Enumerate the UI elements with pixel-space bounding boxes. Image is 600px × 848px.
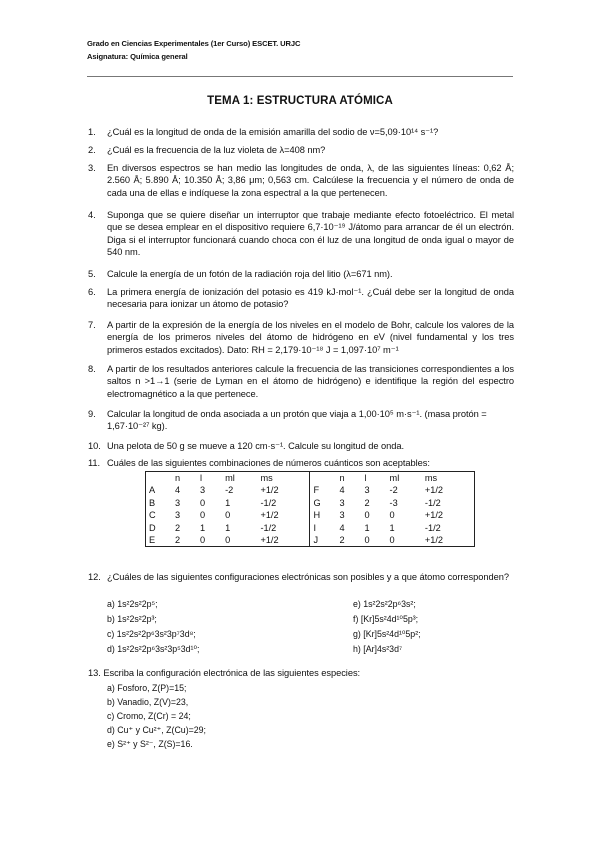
table-cell: D	[149, 522, 156, 533]
table-cell: -2	[389, 485, 398, 496]
table-cell: +1/2	[424, 485, 444, 496]
question-number: 13.	[88, 668, 101, 678]
table-cell: 3	[175, 510, 181, 521]
table-cell: 4	[339, 522, 345, 533]
header-subject: Asignatura: Química general	[87, 52, 188, 61]
question-number: 4.	[88, 210, 96, 220]
table-cell: 1	[200, 522, 206, 533]
question-number: 6.	[88, 287, 96, 297]
table-cell: 2	[175, 522, 181, 533]
question-number: 1.	[88, 127, 96, 137]
col-header: l	[200, 473, 203, 483]
col-header: ms	[424, 473, 438, 483]
quantum-numbers-table	[145, 471, 475, 547]
table-cell: 4	[175, 485, 181, 496]
table-cell: 1	[225, 497, 231, 508]
question-8	[88, 363, 514, 400]
table-row	[146, 534, 475, 547]
option-g: g) [Kr]5s²4d¹⁰5p²;	[353, 629, 421, 639]
option-f: f) [Kr]5s²4d¹⁰5p³;	[353, 614, 419, 624]
table-cell: G	[310, 497, 334, 509]
option-b: b) 1s²2s²2p³;	[107, 614, 157, 624]
table-cell: 0	[225, 510, 231, 521]
col-header: n	[339, 473, 345, 483]
question-text: A partir de la expresión de la energía de los niveles en el modelo de Bohr, calcule los valores de la energía de los primeros niveles del átomo de hidrógeno en eV (nivel fundamental y los tres primeros estados excitados). Dato: RH = 2,179·10⁻¹⁸ J = 1,097·10⁷ m⁻¹	[107, 320, 514, 355]
table-cell: +1/2	[260, 510, 279, 521]
table-cell: 2	[364, 497, 370, 508]
table-cell: 0	[389, 535, 395, 546]
page-title: TEMA 1: ESTRUCTURA ATÓMICA	[207, 95, 393, 107]
question-number: 10.	[88, 441, 101, 451]
table-cell: 3	[339, 497, 345, 508]
option-a: a) 1s²2s²2p⁵;	[107, 599, 158, 609]
list-item: d) Cu⁺ y Cu²⁺, Z(Cu)=29;	[107, 725, 206, 735]
table-row	[146, 509, 475, 521]
table-cell: 3	[175, 497, 181, 508]
question-10	[88, 440, 514, 452]
table-cell: 4	[339, 485, 345, 496]
option-d: d) 1s²2s²2p⁶3s²3p⁵3d¹⁰;	[107, 644, 200, 654]
question-4	[88, 209, 514, 258]
table-cell: 3	[200, 485, 206, 496]
question-text: Suponga que se quiere diseñar un interruptor que trabaje mediante efecto fotoeléctrico. El metal que se desea emplear en el dispositivo requiere 6,7·10⁻¹⁹ J/átomo para arrancar de él un electrón. Diga si el interruptor funcionará cuando choca con él luz de una longitud de onda igual o mayor de 540 nm.	[107, 210, 514, 257]
col-header: l	[364, 473, 367, 483]
table-cell: +1/2	[260, 535, 279, 546]
table-cell: 1	[364, 522, 370, 533]
question-number: 7.	[88, 320, 96, 330]
list-item: b) Vanadio, Z(V)=23,	[107, 697, 189, 707]
list-item: c) Cromo, Z(Cr) = 24;	[107, 711, 191, 721]
question-text: Cuáles de las siguientes combinaciones de números cuánticos son aceptables:	[107, 458, 430, 468]
col-header: ml	[389, 473, 400, 483]
question-12	[88, 571, 514, 583]
list-item: a) Fosforo, Z(P)=15;	[107, 683, 187, 693]
table-cell: 0	[364, 535, 370, 546]
table-cell: F	[310, 484, 334, 496]
list-item: e) S²⁺ y S²⁻, Z(S)=16.	[107, 739, 193, 749]
table-cell: 2	[175, 535, 181, 546]
table-cell: -1/2	[260, 522, 277, 533]
table-cell: 1	[389, 522, 395, 533]
table-cell: +1/2	[424, 510, 444, 521]
table-cell: 0	[200, 510, 206, 521]
table-cell: -3	[389, 497, 398, 508]
question-11	[88, 457, 514, 469]
table-cell: -1/2	[424, 522, 441, 533]
table-cell: I	[310, 522, 334, 534]
option-c: c) 1s²2s²2p⁶3s²3p⁷3d⁸;	[107, 629, 196, 639]
table-cell: 1	[225, 522, 231, 533]
question-text: Calcular la longitud de onda asociada a un protón que viaja a 1,00·10⁵ m·s⁻¹. (masa protón = 1,67·10⁻²⁷ kg).	[107, 409, 487, 432]
question-number: 8.	[88, 364, 96, 374]
question-6	[88, 286, 514, 311]
table-cell: E	[149, 535, 156, 546]
table-cell: 0	[389, 510, 395, 521]
option-e: e) 1s²2s²2p⁶3s²;	[353, 599, 416, 609]
col-header: ms	[260, 473, 273, 483]
question-number: 12.	[88, 572, 101, 582]
header-course: Grado en Ciencias Experimentales (1er Curso) ESCET. URJC	[87, 39, 301, 48]
table-cell: +1/2	[424, 535, 444, 546]
table-cell: J	[310, 534, 334, 547]
question-text: En diversos espectros se han medio las longitudes de onda, λ, de las siguientes líneas: 0,62 Å; 2.560 Å; 5.890 Å; 10.350 Å; 3,86 μm; 0,563 cm. Calcúlese la frecuencia y el número de onda de cada una de ellas e indíquese la zona espectral a la que pertenecen.	[107, 163, 514, 198]
table-cell: 0	[200, 497, 206, 508]
table-row	[146, 522, 475, 534]
question-text: Calcule la energía de un fotón de la radiación roja del litio (λ=671 nm).	[107, 269, 393, 279]
question-5	[88, 268, 514, 280]
question-9	[88, 408, 514, 433]
question-text: Una pelota de 50 g se mueve a 120 cm·s⁻¹. Calcule su longitud de onda.	[107, 441, 405, 451]
question-13	[88, 667, 514, 679]
table-cell: H	[310, 509, 334, 521]
header-divider	[87, 76, 513, 77]
question-2	[88, 144, 514, 156]
table-cell: 3	[339, 510, 345, 521]
table-cell: 0	[364, 510, 370, 521]
table-cell: A	[149, 485, 156, 496]
col-header: ml	[225, 473, 235, 483]
question-1	[88, 126, 514, 138]
question-text: ¿Cuáles de las siguientes configuraciones electrónicas son posibles y a que átomo corresponden?	[107, 572, 509, 582]
question-number: 9.	[88, 409, 96, 419]
table-cell: C	[149, 510, 156, 521]
question-text: A partir de los resultados anteriores calcule la frecuencia de las transiciones correspondientes a los saltos n >1→1 (serie de Lyman en el átomo de hidrógeno) e identifique la región del espectro electromagnético a la que pertenece.	[107, 364, 514, 399]
table-cell: 2	[339, 535, 345, 546]
table-cell: -2	[225, 485, 234, 496]
table-cell: B	[149, 497, 156, 508]
col-header: n	[175, 473, 181, 483]
table-header-row	[146, 472, 475, 485]
question-text: La primera energía de ionización del potasio es 419 kJ·mol⁻¹. ¿Cuál debe ser la longitud de onda necesaria para ionizar un átomo de potasio?	[107, 287, 514, 310]
table-cell: +1/2	[260, 485, 279, 496]
question-number: 3.	[88, 163, 96, 173]
question-text: Escriba la configuración electrónica de las siguientes especies:	[103, 668, 361, 678]
question-number: 2.	[88, 145, 96, 155]
table-row	[146, 497, 475, 509]
question-text: ¿Cuál es la frecuencia de la luz violeta de λ=408 nm?	[107, 145, 326, 155]
question-number: 11.	[88, 458, 101, 468]
question-text: ¿Cuál es la longitud de onda de la emisión amarilla del sodio de ν=5,09·10¹⁴ s⁻¹?	[107, 127, 439, 137]
question-3	[88, 162, 514, 199]
table-cell: -1/2	[424, 497, 441, 508]
question-7	[88, 319, 514, 356]
table-cell: 3	[364, 485, 370, 496]
table-cell: 0	[225, 535, 231, 546]
option-h: h) [Ar]4s²3d⁷	[353, 644, 403, 654]
table-cell: 0	[200, 535, 206, 546]
table-cell: -1/2	[260, 497, 277, 508]
table-row	[146, 484, 475, 496]
question-number: 5.	[88, 269, 96, 279]
